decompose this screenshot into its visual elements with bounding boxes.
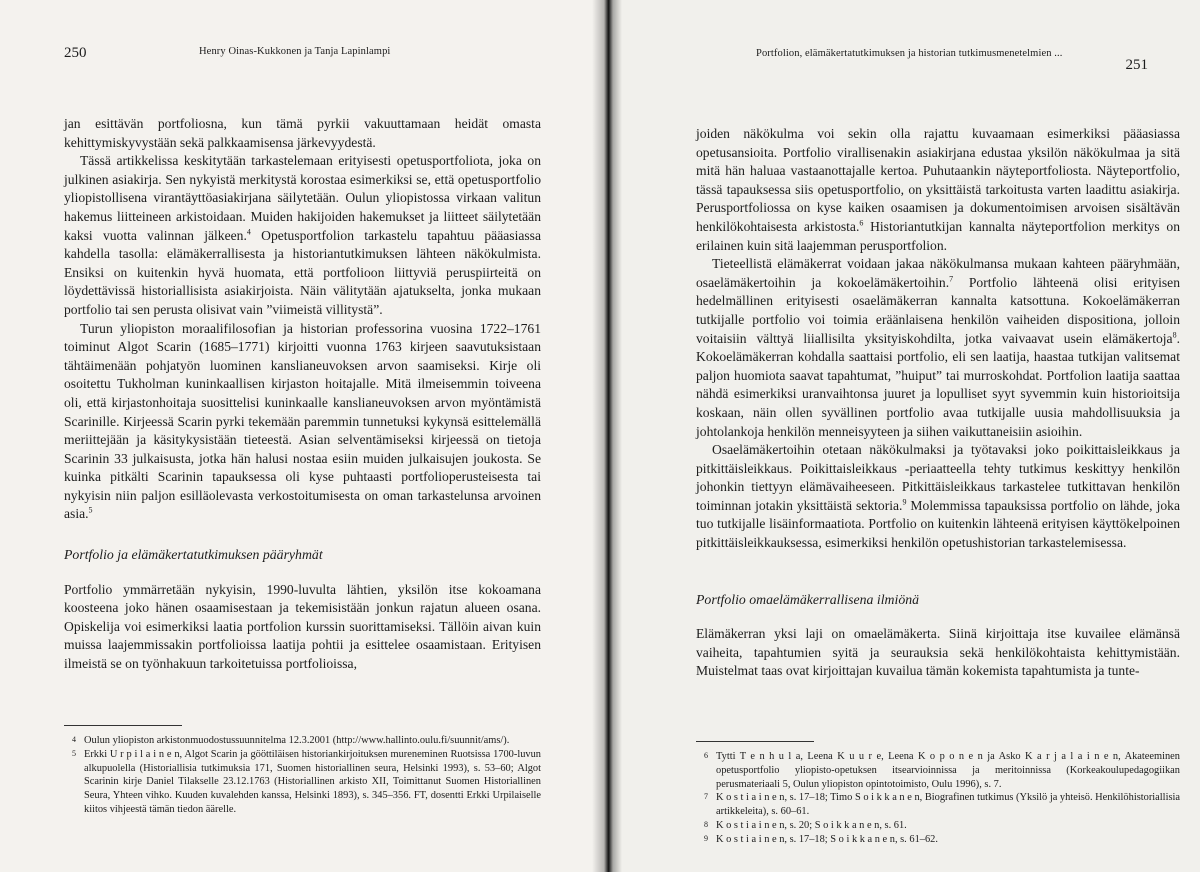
footnote [64, 734, 541, 748]
footnote [696, 750, 1180, 791]
footnote-mark: 9 [704, 833, 708, 843]
paragraph: jan esittävän portfoliosna, kun tämä pyrkii vakuuttamaan heidät omasta kehittymiskyvystään sekä palkkaamisensa järkevyydestä. [64, 116, 541, 150]
footnotes [696, 741, 1180, 847]
footnote-mark: 6 [704, 751, 708, 760]
footnote-ref: 9 [902, 497, 907, 507]
right-page [606, 0, 1200, 872]
footnote [696, 833, 1180, 847]
paragraph: Tieteellistä elämäkerrat voidaan jakaa näkökulmansa mukaan kahteen pääryhmään, osaelämäkertoihin ja kokoelämäkertoihin.$^7$ Portfolio lähteenä olisi erityisen hedelmällinen erityisesti osaelämäkerran kannalta katsottuna. Kokoelämäkerran tutkijalle portfolio voi toimia eräänlaisena henkilön vaiheiden dispositiona, jolloin voitaisiin välttyä liiallisilta yksityiskohdilta, jotka vaivaavat usein elämäkertoja$^8$. Kokoelämäkerran kohdalla saattaisi portfolio, eli sen laatija, haastaa tutkijan valitsemat paljon huomiota saavat tapahtumat, ”huiput” tai murroskohdat. Portfolion laatija saattaa nähdä esimerkiksi uranvaihtonsa juuret ja lopulliset syyt syvemmin kuin historioitsija koskaan, näin ollen syvällinen portfolio avaa tutkijalle uusia mahdollisuuksia ja johtolankoja henkilön menneisyyteen ja siihen vaikuttaneisiin asioihin. [696, 256, 1181, 439]
footnote [696, 819, 1180, 833]
footnote-text: K o s t i a i n e n, s. 17–18; S o i k k a n e n, s. 61–62. [716, 833, 938, 845]
footnote-ref: 8 [1172, 330, 1177, 339]
footnote-ref: 5 [88, 505, 93, 515]
footnotes [64, 725, 541, 817]
body-text [64, 115, 541, 674]
section-heading: Portfolio omaelämäkerrallisena ilmiönä [696, 591, 920, 607]
footnote-ref: 6 [859, 218, 864, 228]
section-heading: Portfolio ja elämäkertatutkimuksen pääryhmät [64, 547, 323, 563]
paragraph: Elämäkerran yksi laji on omaelämäkerta. Siinä kirjoittaja itse kuvailee elämänsä vaiheita, tapahtumien syitä ja seurauksia sekä henkilökohtaista kehittymistään. Muistelmat taas ovat kirjoittajan kuvailua tämän kokemista tapahtumista ja tunte- [696, 626, 1180, 679]
paragraph: Tässä artikkelissa keskitytään tarkastelemaan erityisesti opetusportfoliota, joka on julkinen asiakirja. Sen nykyistä merkitystä korostaa esimerkiksi se, että opetusportfolio yliopistollisena virantäyttöasiakirjana säilytetään. Oulun yliopistossa virkaan valitun hakemus liitteineen arkistoidaan. Muiden hakijoiden hakemukset ja liitteet säilytetään kaksi vuotta valinnan jälkeen.$^4$ Opetusportfolion tarkastelu tapahtuu pääasiassa kahdella tasolla: elämäkerrallisesta ja historiantutkimuksen lähteen näkökulmista. Ensiksi on kuitenkin hyvä huomata, että portfolioon liittyviä peruspiirteitä on löydettävissä historiallisista asiakirjoista. Näin välitytään ajatukselta, jonka mukaan portfolio tai sen perusta olisivat vain ”viimeistä villitystä”. [64, 153, 541, 317]
footnote-text: Erkki U r p i l a i n e n, Algot Scarin ja gööttiläisen historiankirjoituksen mureneminen Ruotsissa 1700-luvun alkupuolella (Historiallisia tutkimuksia 171, Suomen historiallinen seura, Helsinki 1993), s. 53–60; Algot Scarinin kirje Daniel Tilakselle 23.12.1763 (Historiallinen arkisto XII, Toimittanut Suomen Historiallinen Seura, Yhteen vihko. Kuuden kuvalehden kanssa, Helsinki 1893), s. 345–356. FT, dosentti Erkki Urpilaiselle kiitos vihjeestä tämän tiedon äärelle. [84, 748, 541, 815]
paragraph: Portfolio ymmärretään nykyisin, 1990-luvulta lähtien, yksilön itse kokoamana koosteena joko hänen osaamisestaan ja tekemisistään jonkun rajatun alueen osana. Opiskelija voi esimerkiksi laatia portfolion kurssin suorittamiseksi. Tällöin aivan kuin muissa laajemmissakin portfolioissa laatija pohtii ja esittelee osaamistaan. Erityisen ilmeistä se on työnhakuun tarkoitetuissa portfolioissa, [64, 581, 541, 672]
paragraph: Osaelämäkertoihin otetaan näkökulmaksi ja työtavaksi joko poikittaisleikkaus ja pitkittäisleikkaus. Poikittaisleikkaus -periaatteella tehty tutkimus keskittyy henkilön johonkin tiettyyn elämävaiheeseen. Pitkittäisleikkaus tarkastelee tutkittavan henkilön toiminnan jotakin yksittäistä sektoria.$^9$ Molemmissa tapauksissa portfolio on lähde, joka tuo tutkijalle lisäinformaatiota. Portfolio on kuitenkin lähteenä erityisen käyttökelpoinen pitkittäisleikkauksessa, esimerkiksi henkilön opetushistorian tarkastelemisessa. [696, 442, 1180, 551]
running-head: Portfolion, elämäkertatutkimuksen ja historian tutkimusmenetelmien ... [756, 48, 1063, 59]
footnote-ref: 7 [949, 274, 954, 284]
footnote-mark: 5 [72, 748, 76, 758]
page-number: 251 [1125, 57, 1148, 73]
book-gutter [592, 0, 622, 872]
footnote-ref: 4 [246, 227, 251, 237]
paragraph: Turun yliopiston moraalifilosofian ja historian professorina vuosina 1722–1761 toiminut Algot Scarin (1685–1771) kirjoitti vuonna 1763 kirjeen saavutuksistaan tähtäimenään pohjatyön luominen kanslianeuvoksen arvon saamiseksi. Kirje oli osoitettu Tukholman kuninkaallisen kirjaston hoitajalle. Mitä ilmeisemmin toiveena oli, että kirjastonhoitaja suosittelisi kuninkaalle kanslianeuvoksen arvon myöntämistä Scarinille. Kirjeessä Scarin pyrki tekemään paremmin tunnetuksi kykynsä esittelemällä meriittejään ja käsitykysistään tieteestä. Asian selventämiseksi kirjeessä on tietoja Scarinin 33 julkaisusta, jotka hän halusi nostaa esiin muiden julkaisujen joukosta. Se kuinka pitkälti Scarinin tapauksessa oli kyse puhtaasti portfolioperusteisesta tai nykyisin niin paljon esilläolevasta verkostoitumisesta on oman tarkastelunsa arvoinen asia.$^5$ [64, 320, 541, 522]
footnote [64, 748, 541, 817]
footnote-mark: 8 [704, 819, 708, 829]
footnote [696, 791, 1180, 819]
footnote-text: Tytti T e n h u l a, Leena K u u r e, Leena K o p o n e n ja Asko K a r j a l a i n e n, Akateeminen opetusportfolio yliopisto-opetuksen itsearvioinnissa ja meritoinnissa (Korkeakoulupedagogiikan perusmateriaali 5, Oulun yliopiston opintotoimisto, Oulu 1996), s. 7. [716, 751, 1180, 790]
footnote-text: K o s t i a i n e n, s. 17–18; Timo S o i k k a n e n, Biografinen tutkimus (Yksilö ja yhteisö. Henkilöhistoriallisia artikkeleita), s. 60–61. [716, 792, 1180, 818]
footnote-text: K o s t i a i n e n, s. 20; S o i k k a n e n, s. 61. [716, 819, 907, 831]
footnote-mark: 4 [72, 735, 76, 744]
footnote-rule [64, 725, 182, 726]
footnote-rule [696, 741, 814, 742]
running-head: Henry Oinas-Kukkonen ja Tanja Lapinlampi [199, 46, 391, 57]
body-text [696, 125, 1180, 681]
footnote-mark: 7 [704, 792, 708, 802]
paragraph: joiden näkökulma voi sekin olla rajattu kuvaamaan esimerkiksi pääasiassa opetusansioita. Portfolio virallisenakin asiakirjana edustaa yksilön näkökulmaa ja sitä mitä hän haluaa vastaanottajalle kertoa. Puhutaankin näyteportfoliosta. Näyteportfolio, tässä tapauksessa siis opetusportfolio, on yksittäistä tarkoitusta varten laadittu asiakirja. Perusportfoliossa on kyse kaiken osaamisen ja dokumentoimisen arvoisen sisältävän henkilökohtaisesta arkistosta.$^6$ Historiantutkijan kannalta näyteportfolion merkitys on erilainen kuin sitä laajemman perusportfolion. [696, 126, 1180, 253]
footnote-text: Oulun yliopiston arkistonmuodostussuunnitelma 12.3.2001 (http://www.hallinto.oulu.fi/suunnit/ams/). [84, 735, 510, 746]
page-number: 250 [64, 45, 87, 61]
